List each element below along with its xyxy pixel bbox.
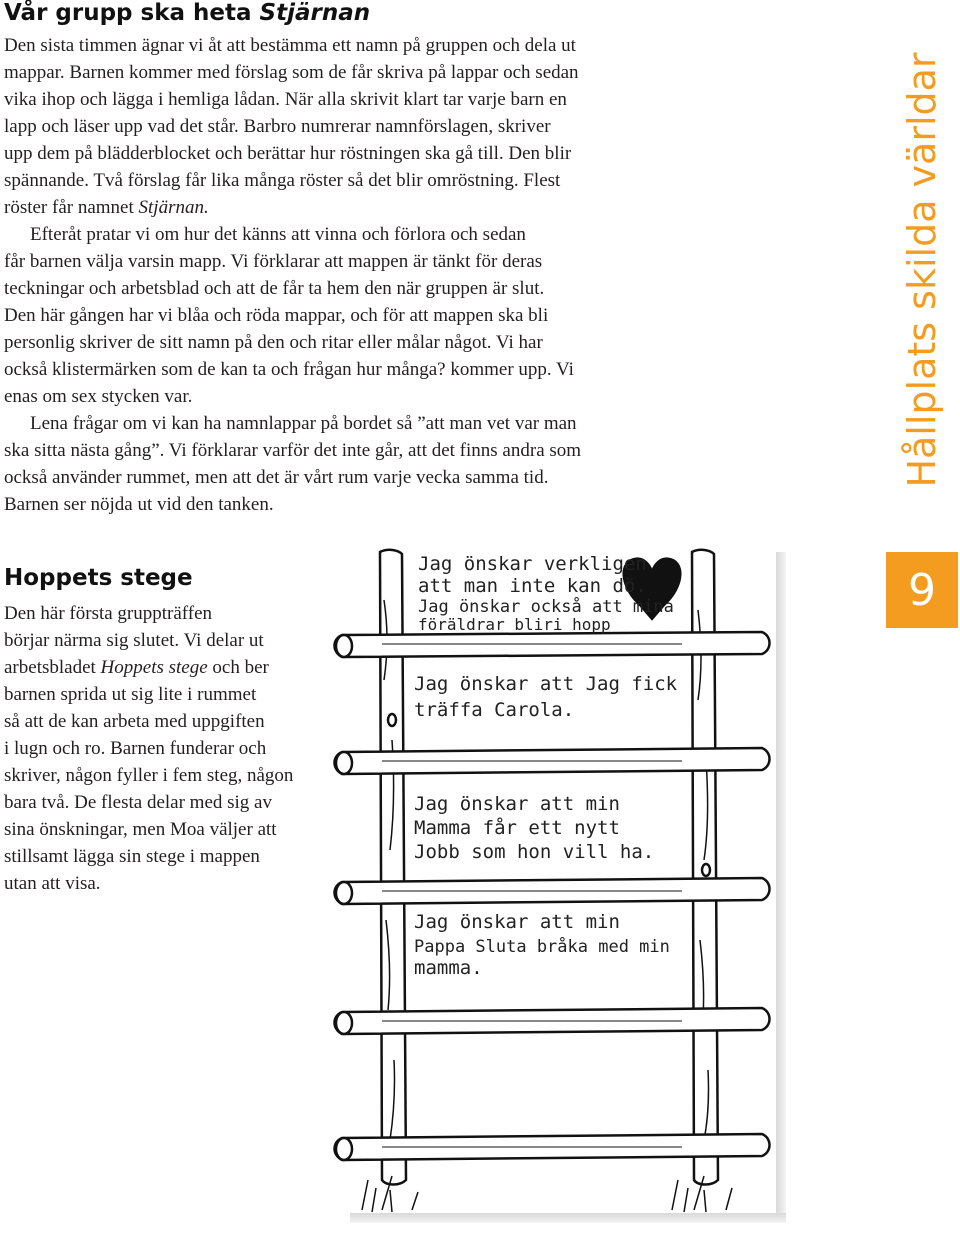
hoppets-stege-drawing xyxy=(322,540,790,1230)
section-title-hoppets-stege: Hoppets stege xyxy=(4,565,193,591)
grass-tufts xyxy=(362,1176,732,1212)
svg-text:Jobb som hon vill ha.: Jobb som hon vill ha. xyxy=(414,841,655,863)
paragraph-3: Lena frågar om vi kan ha namnlappar på bordet så ”att man vet var man ska sitta nästa gång”. Vi förklarar varför det inte går, att det finns andra som också använder rummet, men att det är vårt rum varje vecka samma tid. Barnen ser nöjda ut vid den tanken. xyxy=(4,413,582,515)
svg-text:Jag önskar också att mina: Jag önskar också att mina xyxy=(418,597,674,617)
svg-text:Jag önskar att min: Jag önskar att min xyxy=(414,793,620,815)
sidebar-chapter-title: Hållplats skilda världar xyxy=(900,52,944,488)
page-number-badge: 9 xyxy=(886,552,958,628)
wish-3 xyxy=(414,793,654,863)
svg-text:Jag önskar verkligen: Jag önskar verkligen xyxy=(418,553,647,575)
svg-text:Jag önskar att min: Jag önskar att min xyxy=(414,911,620,933)
svg-text:att man inte kan dö.: att man inte kan dö. xyxy=(418,575,647,597)
svg-text:Pappa Sluta bråka med min: Pappa Sluta bråka med min xyxy=(414,937,670,957)
section-title-stjarnan: Vår grupp ska heta Stjärnan xyxy=(4,0,371,26)
svg-text:Mamma får ett nytt: Mamma får ett nytt xyxy=(414,817,620,839)
svg-text:mamma.: mamma. xyxy=(414,957,483,979)
section-body-stjarnan xyxy=(4,32,644,518)
wish-4 xyxy=(414,911,670,979)
svg-text:Jag önskar att Jag fick: Jag önskar att Jag fick xyxy=(414,673,678,695)
section-body-hoppets-stege: Den här första gruppträffen börjar närma sig slutet. Vi delar ut arbetsbladet Hoppets stege och ber barnen sprida ut sig lite i rummet så att de kan arbeta med uppgiften i lugn och ro. Barnen funderar och skriver, någon fyller i fem steg, någon bara två. De flesta delar med sig av sina önskningar, men Moa väljer att stillsamt lägga sin stege i mappen utan att visa. xyxy=(4,603,294,894)
paragraph-2: Efteråt pratar vi om hur det känns att vinna och förlora och sedan får barnen välja varsin mapp. Vi förklarar att mappen är tänkt för deras teckningar och arbetsblad och att de får ta hem den när gruppen är slut. Den här gången har vi blåa och röda mappar, och för att mappen ska bli personlig skriver de sitt namn på den och ritar eller målar något. Vi har också klistermärken som de kan ta och frågan hur många? kommer upp. Vi enas om sex stycken var. xyxy=(4,224,574,407)
paragraph-1: Den sista timmen ägnar vi åt att bestämma ett namn på gruppen och dela ut mappar. Barnen kommer med förslag som de får skriva på lappar och sedan vika ihop och lägga i hemliga lådan. När alla skrivit klart tar varje barn en lapp och läser upp vad det står. Barbro numrerar namnförslagen, skriver upp dem på blädderblocket och berättar hur röstningen ska gå till. Den blir spännande. Två förslag får lika många röster så det blir omröstning. Flest röster får namnet Stjärnan. xyxy=(4,35,579,218)
svg-text:träffa Carola.: träffa Carola. xyxy=(414,699,575,721)
wish-2 xyxy=(414,673,678,721)
svg-text:föräldrar bliri hopp: föräldrar bliri hopp xyxy=(418,615,611,634)
wish-1 xyxy=(418,553,674,634)
